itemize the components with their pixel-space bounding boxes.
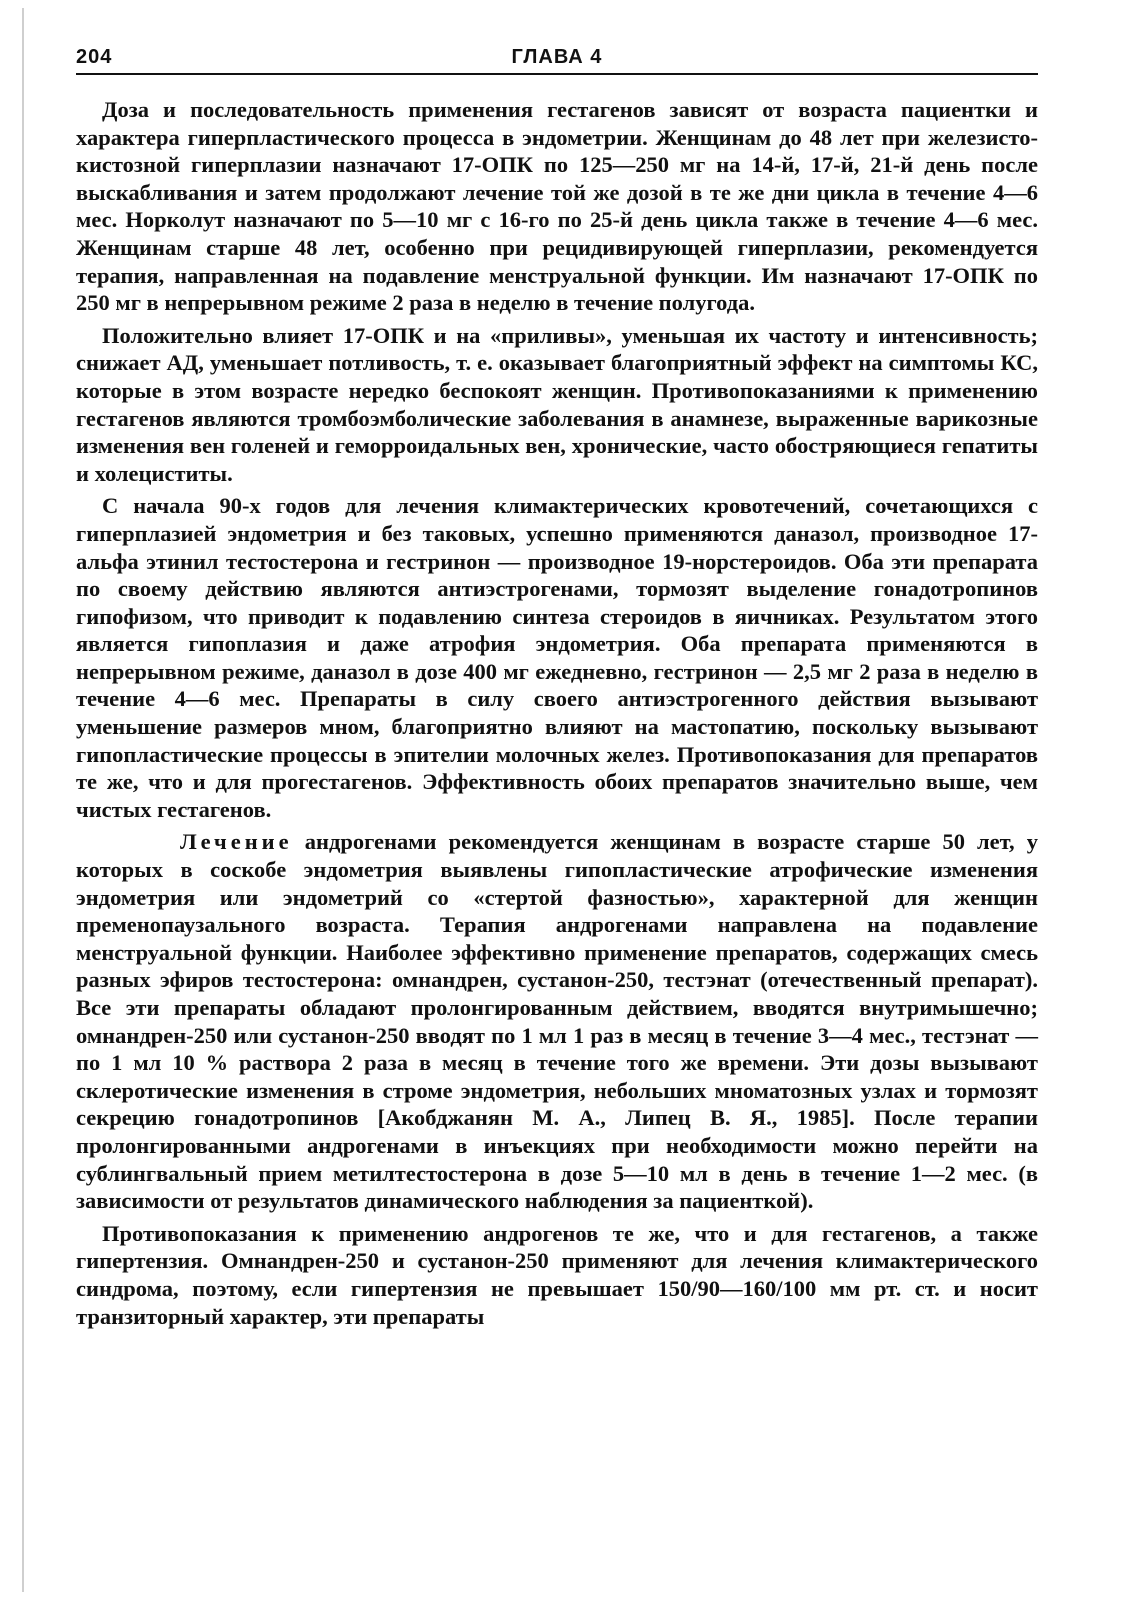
page-number: 204 — [76, 46, 113, 68]
paragraph-gestagen-dosage: Доза и последовательность применения гестагенов зависят от возраста пациентки и характера гиперпластического процесса в эндометрии. Женщинам до 48 лет при железисто-кистозной гиперплазии назначают 17-ОПК по 125—250 мг на 14-й, 17-й, 21-й день после выскабливания и затем продолжают лечение той же дозой в те же дни цикла в течение 4—6 мес. Норколут назначают по 5—10 мг с 16-го по 25-й день цикла также в течение 4—6 мес. Женщинам старше 48 лет, особенно при рецидивирующей гиперплазии, рекомендуется терапия, направленная на подавление менструальной функции. Им назначают 17-ОПК по 250 мг в непрерывном режиме 2 раза в неделю в течение полугода. — [76, 97, 1038, 316]
paragraph-17opk-effects: Положительно влияет 17-ОПК и на «приливы», уменьшая их частоту и интенсивность; снижает АД, уменьшает потливость, т. е. оказывает благоприятный эффект на симптомы КС, которые в этом возрасте нередко беспокоят женщин. Противопоказаниями к применению гестагенов являются тромбоэмболические заболевания в анамнезе, выраженные варикозные изменения вен голеней и геморроидальных вен, хронические, часто обостряющиеся гепатиты и холециститы. — [76, 322, 1038, 486]
header-rule — [76, 73, 1038, 75]
paragraph-androgen-contraindications: Противопоказания к применению андрогенов те же, что и для гестагенов, а также гипертензия. Омнандрен-250 и сустанон-250 применяют для лечения климактерического синдрома, поэтому, если гипертензия не превышает 150/90—160/100 мм рт. ст. и носит транзиторный характер, эти препараты — [76, 1220, 1038, 1329]
body-text — [76, 96, 1038, 1335]
page-edge — [22, 8, 24, 1592]
paragraph-androgen-therapy — [76, 828, 1038, 1214]
page-header — [76, 46, 1038, 76]
paragraph-lead-word: Лечение — [180, 829, 293, 855]
paragraph-danazol-gestrinone: С начала 90-х годов для лечения климактерических кровотечений, сочетающихся с гиперплазией эндометрия и без таковых, успешно применяются даназол, производное 17-альфа этинил тестостерона и гестринон — производное 19-норстероидов. Оба эти препарата по своему действию являются антиэстрогенами, тормозят выделение гонадотропинов гипофизом, что приводит к подавлению синтеза стероидов в яичниках. Результатом этого является гипоплазия и даже атрофия эндометрия. Оба препарата применяются в непрерывном режиме, даназол в дозе 400 мг ежедневно, гестринон — 2,5 мг 2 раза в неделю в течение 4—6 мес. Препараты в силу своего антиэстрогенного действия вызывают уменьшение размеров мном, благоприятно влияют на мастопатию, поскольку вызывают гипопластические процессы в эпителии молочных желез. Противопоказания для препаратов те же, что и для прогестагенов. Эффективность обоих препаратов значительно выше, чем чистых гестагенов. — [76, 493, 1038, 822]
running-head: ГЛАВА 4 — [511, 46, 603, 68]
paragraph-androgen-text: андрогенами рекомендуется женщинам в возрасте старше 50 лет, у которых в соскобе эндометрия выявлены гипопластические атрофические изменения эндометрия или эндометрий со «стертой фазностью», характерной для женщин пременопаузального возраста. Терапия андрогенами направлена на подавление менструальной функции. Наиболее эффективно применение препаратов, содержащих смесь разных эфиров тестостерона: омнандрен, сустанон-250, тестэнат (отечественный препарат). Все эти препараты обладают пролонгированным действием, вводятся внутримышечно; омнандрен-250 или сустанон-250 вводят по 1 мл 1 раз в месяц в течение 3—4 мес., тестэнат — по 1 мл 10 % раствора 2 раза в месяц в течение того же времени. Эти дозы вызывают склеротические изменения в строме эндометрия, небольших мноматозных узлах и тормозят секрецию гонадотропинов [Акобджанян М. А., Липец В. Я., 1985]. После терапии пролонгированными андрогенами в инъекциях при необходимости можно перейти на сублингвальный прием метилтестостерона в дозе 5—10 мл в день в течение 1—2 мес. (в зависимости от результатов динамического наблюдения за пациенткой). — [76, 829, 1038, 1214]
